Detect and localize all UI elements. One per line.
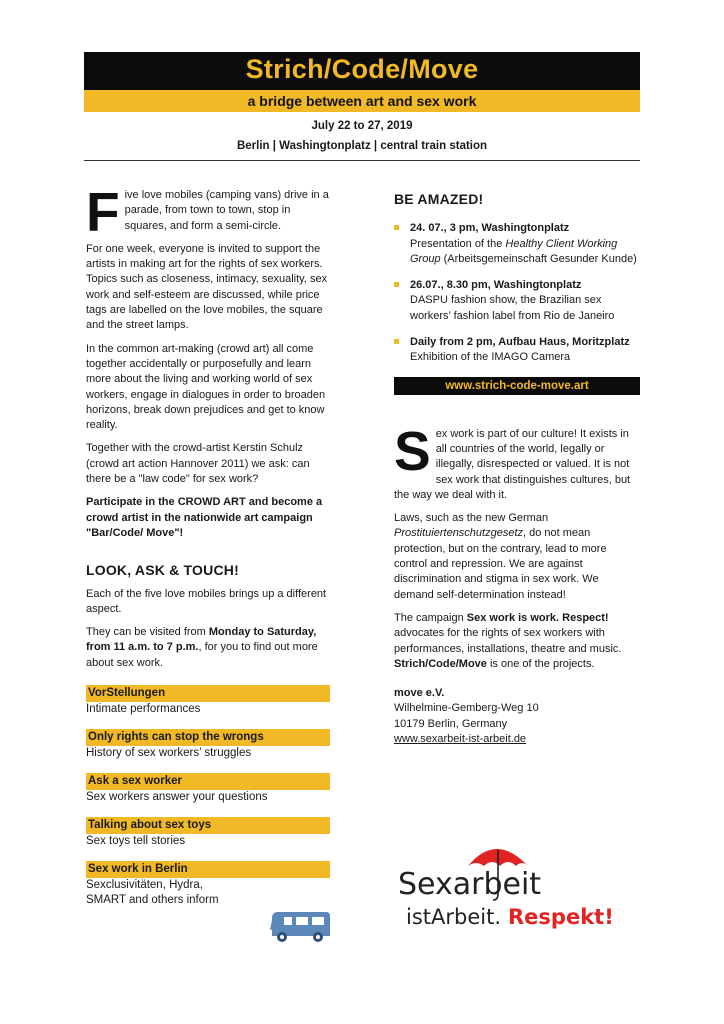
mobile-title: Talking about sex toys	[86, 817, 330, 834]
look-paragraph-1: Each of the five love mobiles brings up a different aspect.	[86, 587, 327, 615]
sexarbeit-logo	[396, 836, 614, 932]
logo-line-2b: Respekt!	[508, 905, 614, 929]
page-subtitle: a bridge between art and sex work	[84, 90, 640, 112]
dropcap-f: F	[86, 181, 120, 243]
mobile-desc: History of sex workers’ struggles	[86, 747, 252, 760]
mobile-title: VorStellungen	[86, 685, 330, 702]
list-item: 26.07., 8.30 pm, Washingtonplatz DASPU fashion show, the Brazilian sex workers’ fashion label from Rio de Janeiro	[394, 278, 640, 324]
page-title: Strich/Code/Move	[245, 54, 479, 84]
address-block	[394, 686, 640, 747]
paragraph-campaign: The campaign Sex work is work. Respect! advocates for the rights of sex workers with performances, installations, theatre and music. Strich/Code/Move is one of the projects.	[394, 611, 622, 670]
right-column	[394, 192, 640, 747]
event-location: Berlin | Washingtonplatz | central train station	[236, 140, 488, 152]
look-heading: LOOK, ASK & TOUCH!	[86, 562, 239, 579]
event-dates: July 22 to 27, 2019	[311, 120, 413, 132]
paragraph-participate: Participate in the CROWD ART and become a crowd artist in the nationwide art campaign "Bar/Code/ Move"!	[86, 496, 323, 539]
mobile-desc: Intimate performances	[86, 703, 201, 716]
bullet-icon	[394, 225, 399, 230]
address-street: Wilhelmine-Gemberg-Weg 10	[394, 702, 539, 715]
mobile-title: Sex work in Berlin	[86, 861, 330, 878]
paragraph-invite: For one week, everyone is invited to support the artists in making art for the rights of sex workers. Topics such as closeness, intimacy, sexuality, sex work and self-esteem are discussed, while price tags are labelled on the love mobiles, the square and the street lamps.	[86, 242, 328, 332]
logo-line-1: Sexarbeit	[398, 867, 542, 902]
mobile-desc: Sex workers answer your questions	[86, 791, 268, 804]
mobile-title: Ask a sex worker	[86, 773, 330, 790]
org-website-link[interactable]: www.sexarbeit-ist-arbeit.de	[394, 733, 527, 746]
website-link-bar[interactable]: www.strich-code-move.art	[394, 377, 640, 395]
paragraph-crowd-art: In the common art-making (crowd art) all come together accidentally or purposefully and learn more about the living and working world of sex workers, engage in dialogues in order to broaden horizons, break down prejudices and get to know reality.	[86, 342, 326, 432]
dropcap-s: S	[394, 419, 431, 482]
left-column	[86, 181, 330, 908]
org-name: move e.V.	[394, 687, 445, 700]
mobile-desc: Sexclusivitäten, Hydra,	[86, 879, 203, 892]
header-divider	[84, 160, 640, 161]
camper-van-icon	[268, 908, 334, 944]
mobile-desc: SMART and others inform	[86, 894, 219, 907]
bullet-icon	[394, 339, 399, 344]
paragraph-law-code: Together with the crowd-artist Kerstin Schulz (crowd art action Hannover 2011) we ask: can there be a "law code" for sex work?	[86, 442, 310, 486]
amazed-heading: BE AMAZED!	[394, 191, 484, 207]
list-item: 24. 07., 3 pm, Washingtonplatz Presentation of the Healthy Client Working Group (Arbeitsgemeinschaft Gesunder Kunde)	[394, 221, 640, 267]
logo-line-2a: istArbeit.	[406, 905, 502, 929]
bullet-icon	[394, 282, 399, 287]
address-city: 10179 Berlin, Germany	[394, 717, 508, 730]
mobile-title: Only rights can stop the wrongs	[86, 729, 330, 746]
intro-paragraph: Five love mobiles (camping vans) drive in a parade, from town to town, stop in squares, and form a semi-circle.	[86, 181, 329, 243]
mobile-desc: Sex toys tell stories	[86, 835, 186, 848]
look-paragraph-2: They can be visited from Monday to Saturday, from 11 a.m. to 7 p.m., for you to find out more about sex work.	[86, 626, 318, 669]
paragraph-laws: Laws, such as the new German Prostituiertenschutzgesetz, do not mean protection, but on the contrary, lead to more control and repression. We are against discrimination and stigma in sex work. We demand self-determination instead!	[394, 512, 607, 601]
event-list	[394, 221, 640, 365]
sex-work-intro: Sex work is part of our culture! It exists in all countries of the world, legally or illegally, disrespected or valued. It is not sex work that distinguishes cultures, but the way we deal with it.	[394, 419, 631, 501]
list-item: Daily from 2 pm, Aufbau Haus, Moritzplatz Exhibition of the IMAGO Camera	[394, 335, 640, 366]
